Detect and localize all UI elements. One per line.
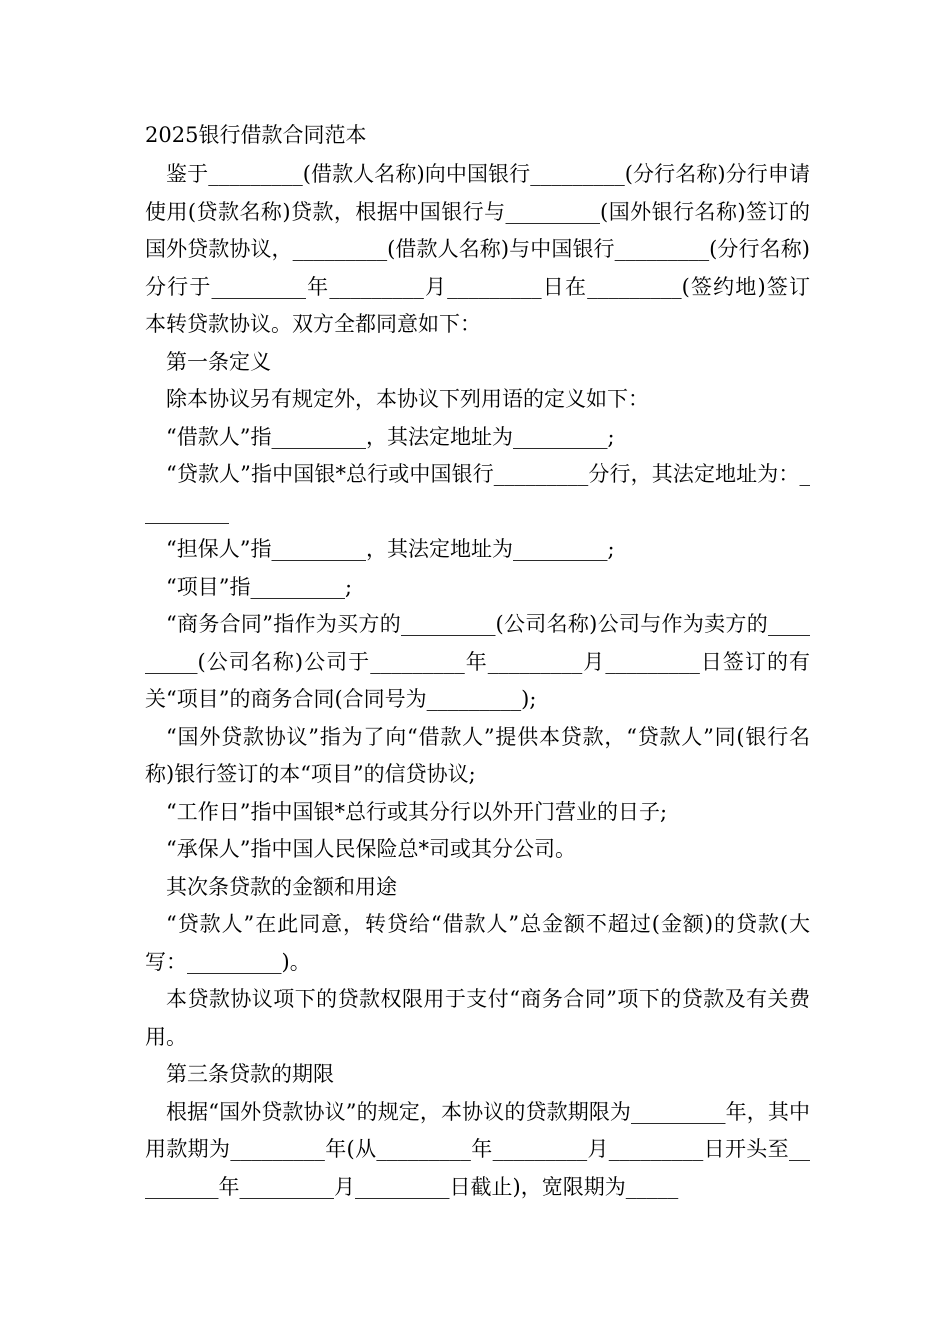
paragraph: 除本协议另有规定外，本协议下列用语的定义如下： bbox=[166, 387, 649, 411]
section-heading-article-1: 第一条定义 bbox=[166, 349, 271, 374]
paragraph: 根据“国外贷款协议”的规定，本协议的贷款期限为_________年，其中用款期为_________年(从_________年_________月_________日开头至_________年_________月_________日截止)，宽限期为_____ bbox=[145, 1099, 810, 1199]
section-heading-article-3: 第三条贷款的期限 bbox=[166, 1062, 334, 1086]
definition-lender: “贷款人”指中国银*总行或中国银行_________分行，其法定地址为：_________ bbox=[145, 462, 810, 524]
definition-project: “项目”指_________; bbox=[166, 574, 353, 599]
definition-business-day: “工作日”指中国银*总行或其分行以外开门营业的日子; bbox=[166, 799, 668, 824]
paragraph-preamble: 鉴于_________(借款人名称)向中国银行_________(分行名称)分行申请使用(贷款名称)贷款，根据中国银行与_________(国外银行名称)签订的国外贷款协议，_________(借款人名称)与中国银行_________(分行名称)分行于_________年_________月_________日在_________(签约地)签订本转贷款协议。双方全都同意如下： bbox=[145, 162, 810, 336]
definition-borrower: “借款人”指_________，其法定地址为_________; bbox=[166, 424, 615, 449]
section-heading-article-2: 其次条贷款的金额和用途 bbox=[166, 874, 397, 899]
definition-foreign-loan-agreement: “国外贷款协议”指为了向“借款人”提供本贷款，“贷款人”同(银行名称)银行签订的本“项目”的信贷协议; bbox=[145, 724, 810, 786]
definition-guarantor: “担保人”指_________，其法定地址为_________; bbox=[166, 537, 615, 561]
paragraph: 本贷款协议项下的贷款权限用于支付“商务合同”项下的贷款及有关费用。 bbox=[145, 987, 810, 1049]
document-title: 2025银行借款合同范本 bbox=[145, 123, 367, 147]
definition-commercial-contract: “商务合同”指作为买方的_________(公司名称)公司与作为卖方的_________(公司名称)公司于_________年_________月_________日签订的有关“项目”的商务合同(合同号为_________); bbox=[145, 612, 810, 711]
definition-insurer: “承保人”指中国人民保险总*司或其分公司。 bbox=[166, 837, 576, 861]
document-body bbox=[145, 156, 810, 1206]
paragraph: “贷款人”在此同意，转贷给“借款人”总金额不超过(金额)的贷款(大写：_________)。 bbox=[145, 912, 810, 974]
